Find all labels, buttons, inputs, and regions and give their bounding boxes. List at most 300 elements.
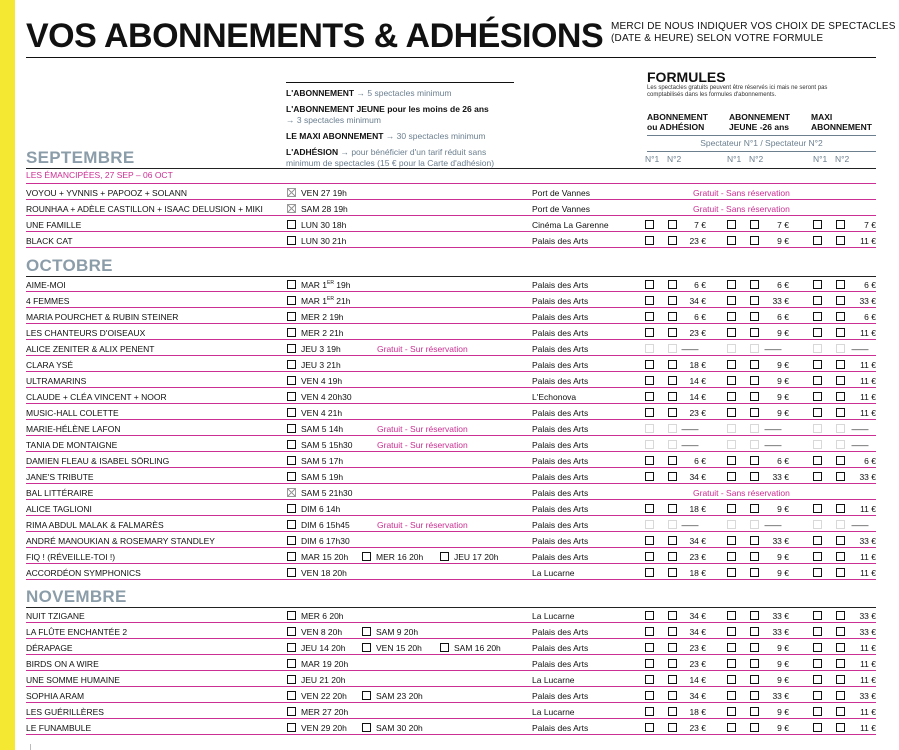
spectator-1-checkbox[interactable] xyxy=(727,220,736,229)
page-title: VOS ABONNEMENTS & ADHÉSIONS xyxy=(26,17,604,55)
legend-item xyxy=(286,104,514,126)
intro-text xyxy=(611,21,896,45)
venue-name: Palais des Arts xyxy=(532,536,589,546)
spectator-1-checkbox[interactable] xyxy=(813,552,822,561)
spectator-1-checkbox[interactable] xyxy=(813,220,822,229)
date-checkbox[interactable] xyxy=(440,643,449,652)
venue-name: Palais des Arts xyxy=(532,488,589,498)
date-checkbox[interactable] xyxy=(440,552,449,561)
spectator-1-checkbox[interactable] xyxy=(645,568,654,577)
date-label xyxy=(301,360,341,370)
date-label xyxy=(301,440,353,450)
show-title: FIQ ! (RÉVEILLE-TOI !) xyxy=(26,552,116,562)
no-price-dash: —— xyxy=(764,424,782,434)
venue-name: Palais des Arts xyxy=(532,376,589,386)
table-row xyxy=(26,292,876,308)
date-day: DIM 6 14h xyxy=(301,504,341,514)
date-checkbox[interactable] xyxy=(287,296,296,305)
date-label xyxy=(376,627,418,637)
price-value: 9 € xyxy=(777,675,789,685)
table-row xyxy=(26,703,876,719)
price-value: 33 € xyxy=(772,472,789,482)
no-price-dash: —— xyxy=(764,344,782,354)
spectator-1-checkbox[interactable] xyxy=(645,723,654,732)
table-row xyxy=(26,372,876,388)
spectator-1-checkbox[interactable] xyxy=(645,707,654,716)
spectator-1-checkbox[interactable] xyxy=(727,328,736,337)
spectator-1-checkbox[interactable] xyxy=(727,280,736,289)
date-day: SAM 5 15h30 xyxy=(301,440,353,450)
date-day: JEU 17 20h xyxy=(454,552,499,562)
table-row xyxy=(26,452,876,468)
spectator-1-checkbox xyxy=(813,440,822,449)
spectator-1-checkbox[interactable] xyxy=(813,659,822,668)
price-value: 34 € xyxy=(689,296,706,306)
table-row xyxy=(26,687,876,703)
price-value: 9 € xyxy=(777,659,789,669)
spectator-1-checkbox[interactable] xyxy=(645,472,654,481)
date-checkbox[interactable] xyxy=(287,659,296,668)
spectator-2-checkbox xyxy=(750,344,759,353)
legend-key: LE MAXI ABONNEMENT xyxy=(286,131,384,141)
date-day: VEN 22 20h xyxy=(301,691,347,701)
date-day: MER 6 20h xyxy=(301,611,344,621)
price-value: 33 € xyxy=(859,611,876,621)
show-title: BLACK CAT xyxy=(26,236,73,246)
spectator-1-checkbox[interactable] xyxy=(727,536,736,545)
date-day: VEN 4 19h xyxy=(301,376,343,386)
price-value: 11 € xyxy=(860,376,876,386)
free-no-reservation-note: Gratuit - Sans réservation xyxy=(693,188,790,198)
table-row xyxy=(26,200,876,216)
spectator-1-checkbox[interactable] xyxy=(813,296,822,305)
table-row xyxy=(26,500,876,516)
date-checkbox[interactable] xyxy=(287,456,296,465)
date-checkbox[interactable] xyxy=(287,220,296,229)
spectator-1-checkbox[interactable] xyxy=(813,472,822,481)
date-day: DIM 6 15h45 xyxy=(301,520,350,530)
spectator-1-checkbox[interactable] xyxy=(645,312,654,321)
date-label xyxy=(301,552,348,562)
date-day: MER 2 19h xyxy=(301,312,344,322)
venue-name: Palais des Arts xyxy=(532,472,589,482)
spectator-2-checkbox xyxy=(668,424,677,433)
price-value: 23 € xyxy=(689,643,706,653)
spectator-1-checkbox[interactable] xyxy=(645,408,654,417)
legend-key: L'ABONNEMENT JEUNE pour les moins de 26 ans xyxy=(286,104,489,114)
spectator-1-checkbox[interactable] xyxy=(813,675,822,684)
table-row xyxy=(26,404,876,420)
spectator-1-checkbox[interactable] xyxy=(645,236,654,245)
intro-line: (DATE & HEURE) SELON VOTRE FORMULE xyxy=(611,33,824,44)
date-label xyxy=(301,312,344,322)
reservation-note: Gratuit - Sur réservation xyxy=(377,344,468,354)
date-day: JEU 3 21h xyxy=(301,360,341,370)
column-header-jeune: ABONNEMENT JEUNE -26 ans xyxy=(729,112,790,132)
date-checkbox[interactable] xyxy=(287,424,296,433)
price-value: 18 € xyxy=(689,504,706,514)
price-value: 9 € xyxy=(777,504,789,514)
no-price-dash: —— xyxy=(851,440,869,450)
table-row xyxy=(26,276,876,292)
date-label xyxy=(301,643,345,653)
spectator-1-checkbox[interactable] xyxy=(727,675,736,684)
table-row xyxy=(26,340,876,356)
legend-item xyxy=(286,88,514,99)
table-row xyxy=(26,232,876,248)
date-day: MAR 1 xyxy=(301,280,327,290)
price-value: 9 € xyxy=(777,568,789,578)
date-checkbox[interactable] xyxy=(362,643,371,652)
price-value: 11 € xyxy=(860,360,876,370)
spectator-1-checkbox[interactable] xyxy=(727,627,736,636)
date-checkbox[interactable] xyxy=(287,520,296,529)
price-value: 33 € xyxy=(772,691,789,701)
yellow-side-band xyxy=(0,0,15,750)
formula-legend xyxy=(286,82,514,174)
date-label xyxy=(301,627,342,637)
table-row xyxy=(26,564,876,580)
spectator-1-checkbox[interactable] xyxy=(813,723,822,732)
date-day: LUN 30 18h xyxy=(301,220,347,230)
date-checkbox[interactable] xyxy=(287,643,296,652)
show-title: TANIA DE MONTAIGNE xyxy=(26,440,118,450)
date-day: LUN 30 21h xyxy=(301,236,347,246)
show-title: SOPHIA ARAM xyxy=(26,691,85,701)
date-checkbox[interactable] xyxy=(287,536,296,545)
date-checkbox[interactable] xyxy=(287,360,296,369)
spectator-1-checkbox[interactable] xyxy=(645,643,654,652)
venue-name: Port de Vannes xyxy=(532,204,590,214)
spectator-1-checkbox[interactable] xyxy=(645,376,654,385)
legend-value: → pour bénéficier d'un tarif réduit sans minimum de spectacles (15 € pour la Carte d'adhésion) xyxy=(286,147,495,168)
date-label xyxy=(301,675,345,685)
spectator-1-checkbox[interactable] xyxy=(645,392,654,401)
venue-name: Palais des Arts xyxy=(532,328,589,338)
show-title: AIME-MOI xyxy=(26,280,66,290)
spectator-1-checkbox[interactable] xyxy=(813,691,822,700)
table-row xyxy=(26,436,876,452)
table-row xyxy=(26,388,876,404)
date-day: JEU 14 20h xyxy=(301,643,346,653)
spectator-1-checkbox[interactable] xyxy=(727,456,736,465)
spectator-2-checkbox xyxy=(750,520,759,529)
date-checkbox[interactable] xyxy=(287,552,296,561)
table-row xyxy=(26,324,876,340)
date-label xyxy=(301,504,340,514)
venue-name: Palais des Arts xyxy=(532,504,589,514)
date-day: VEN 8 20h xyxy=(301,627,343,637)
spectator-1-checkbox[interactable] xyxy=(813,643,822,652)
date-checkbox[interactable] xyxy=(362,691,371,700)
crossed-checkbox xyxy=(287,488,296,497)
date-day: VEN 29 20h xyxy=(301,723,347,733)
price-value: 6 € xyxy=(777,312,789,322)
spectator-1-checkbox[interactable] xyxy=(645,328,654,337)
table-row xyxy=(26,516,876,532)
spectator-1-checkbox[interactable] xyxy=(813,611,822,620)
price-value: 9 € xyxy=(777,236,789,246)
no-price-dash: —— xyxy=(764,520,782,530)
date-checkbox[interactable] xyxy=(287,344,296,353)
spectator-1-checkbox xyxy=(645,520,654,529)
show-title: BAL LITTÉRAIRE xyxy=(26,488,94,498)
price-value: 23 € xyxy=(689,328,706,338)
date-checkbox[interactable] xyxy=(287,691,296,700)
date-checkbox[interactable] xyxy=(287,627,296,636)
spectator-1-checkbox[interactable] xyxy=(813,236,822,245)
no-price-dash: —— xyxy=(851,344,869,354)
spectator-2-label: N°2 xyxy=(749,154,764,164)
price-value: 11 € xyxy=(860,675,876,685)
date-label xyxy=(376,723,423,733)
date-label xyxy=(301,520,350,530)
venue-name: La Lucarne xyxy=(532,707,575,717)
spectator-1-checkbox[interactable] xyxy=(813,328,822,337)
date-checkbox[interactable] xyxy=(287,376,296,385)
price-value: 11 € xyxy=(860,392,876,402)
spectator-1-checkbox[interactable] xyxy=(727,236,736,245)
spectator-1-checkbox[interactable] xyxy=(645,675,654,684)
date-label xyxy=(301,408,342,418)
date-checkbox[interactable] xyxy=(287,440,296,449)
spectator-1-checkbox[interactable] xyxy=(813,280,822,289)
spectator-1-checkbox[interactable] xyxy=(727,392,736,401)
price-value: 33 € xyxy=(859,296,876,306)
spectator-1-checkbox[interactable] xyxy=(813,456,822,465)
spectator-1-checkbox[interactable] xyxy=(727,643,736,652)
spectator-1-checkbox[interactable] xyxy=(727,408,736,417)
legend-key: L'ABONNEMENT xyxy=(286,88,355,98)
spectator-1-checkbox[interactable] xyxy=(645,220,654,229)
spectator-1-label: N°1 xyxy=(645,154,660,164)
date-label xyxy=(301,488,353,498)
spectator-1-checkbox[interactable] xyxy=(727,568,736,577)
show-title: DÉRAPAGE xyxy=(26,643,73,653)
price-value: 11 € xyxy=(860,643,876,653)
venue-name: La Lucarne xyxy=(532,568,575,578)
date-checkbox[interactable] xyxy=(362,552,371,561)
spectator-1-checkbox[interactable] xyxy=(645,611,654,620)
spectator-1-checkbox[interactable] xyxy=(813,568,822,577)
column-header-abonnement: ABONNEMENT ou ADHÉSION xyxy=(647,112,708,132)
spectator-1-checkbox[interactable] xyxy=(813,536,822,545)
date-checkbox[interactable] xyxy=(287,280,296,289)
date-checkbox[interactable] xyxy=(287,723,296,732)
spectator-1-checkbox[interactable] xyxy=(813,392,822,401)
price-value: 6 € xyxy=(864,456,876,466)
formules-title: FORMULES xyxy=(647,69,726,85)
spectator-1-checkbox[interactable] xyxy=(727,707,736,716)
price-value: 18 € xyxy=(689,707,706,717)
formules-note: Les spectacles gratuits peuvent être réservés ici mais ne seront pas comptabilisés dans les formules d'abonnements. xyxy=(647,85,828,98)
spectator-1-checkbox[interactable] xyxy=(645,296,654,305)
table-row xyxy=(26,308,876,324)
price-value: 18 € xyxy=(689,568,706,578)
no-price-dash: —— xyxy=(681,344,699,354)
price-value: 11 € xyxy=(860,504,876,514)
price-value: 6 € xyxy=(694,280,706,290)
price-value: 11 € xyxy=(860,568,876,578)
spectator-2-checkbox xyxy=(750,424,759,433)
price-value: 9 € xyxy=(777,328,789,338)
price-value: 23 € xyxy=(689,723,706,733)
price-value: 6 € xyxy=(864,312,876,322)
formules-header xyxy=(645,69,876,164)
price-value: 11 € xyxy=(860,723,876,733)
date-checkbox[interactable] xyxy=(287,312,296,321)
spectator-1-checkbox[interactable] xyxy=(645,691,654,700)
spectator-1-checkbox[interactable] xyxy=(813,408,822,417)
date-day: SAM 5 14h xyxy=(301,424,344,434)
intro-line: MERCI DE NOUS INDIQUER VOS CHOIX DE SPECTACLES xyxy=(611,21,896,32)
show-title: UNE FAMILLE xyxy=(26,220,82,230)
spectator-1-checkbox[interactable] xyxy=(645,360,654,369)
spectator-1-label: N°1 xyxy=(813,154,828,164)
price-value: 23 € xyxy=(689,659,706,669)
show-title: MARIA POURCHET & RUBIN STEINER xyxy=(26,312,179,322)
reservation-note: Gratuit - Sur réservation xyxy=(377,520,468,530)
venue-name: La Lucarne xyxy=(532,611,575,621)
spectator-1-checkbox[interactable] xyxy=(645,456,654,465)
date-label xyxy=(454,643,501,653)
price-value: 33 € xyxy=(859,691,876,701)
spectator-1-checkbox[interactable] xyxy=(727,360,736,369)
spectator-1-checkbox[interactable] xyxy=(645,536,654,545)
show-title: ULTRAMARINS xyxy=(26,376,87,386)
show-title: ROUNHAA + ADÈLE CASTILLON + ISAAC DELUSION + MIKI xyxy=(26,204,263,214)
price-value: 6 € xyxy=(777,280,789,290)
spectator-1-checkbox[interactable] xyxy=(727,552,736,561)
spectator-1-checkbox[interactable] xyxy=(813,627,822,636)
no-price-dash: —— xyxy=(681,440,699,450)
crossed-checkbox xyxy=(287,204,296,213)
date-checkbox[interactable] xyxy=(287,472,296,481)
spectator-1-checkbox[interactable] xyxy=(727,296,736,305)
column-header-maxi: MAXI ABONNEMENT xyxy=(811,112,872,132)
table-row xyxy=(26,639,876,655)
price-value: 6 € xyxy=(864,280,876,290)
festival-subheading: LES ÉMANCIPÉES, 27 SEP – 06 OCT xyxy=(26,168,876,184)
price-value: 18 € xyxy=(689,360,706,370)
price-value: 33 € xyxy=(772,536,789,546)
no-price-dash: —— xyxy=(851,520,869,530)
spectator-2-checkbox xyxy=(750,440,759,449)
spectator-1-checkbox[interactable] xyxy=(645,280,654,289)
spectator-1-checkbox[interactable] xyxy=(727,691,736,700)
date-checkbox[interactable] xyxy=(287,568,296,577)
venue-name: Palais des Arts xyxy=(532,312,589,322)
date-checkbox[interactable] xyxy=(287,611,296,620)
spectator-1-label: N°1 xyxy=(727,154,742,164)
date-checkbox[interactable] xyxy=(287,408,296,417)
date-checkbox[interactable] xyxy=(287,328,296,337)
price-value: 33 € xyxy=(772,627,789,637)
venue-name: Palais des Arts xyxy=(532,520,589,530)
table-row xyxy=(26,607,876,623)
date-checkbox[interactable] xyxy=(287,236,296,245)
date-label xyxy=(301,424,343,434)
spectator-1-checkbox[interactable] xyxy=(727,659,736,668)
date-label xyxy=(301,536,350,546)
spectator-1-checkbox[interactable] xyxy=(727,376,736,385)
date-checkbox[interactable] xyxy=(362,627,371,636)
price-value: 34 € xyxy=(689,691,706,701)
date-day: VEN 15 20h xyxy=(376,643,422,653)
show-title: MARIE-HÉLÈNE LAFON xyxy=(26,424,121,434)
date-day: SAM 9 20h xyxy=(376,627,419,637)
spectator-2-label: N°2 xyxy=(835,154,850,164)
price-value: 7 € xyxy=(777,220,789,230)
crossed-checkbox xyxy=(287,188,296,197)
date-label xyxy=(301,220,346,230)
spectator-1-checkbox[interactable] xyxy=(727,723,736,732)
date-checkbox[interactable] xyxy=(287,392,296,401)
date-checkbox[interactable] xyxy=(362,723,371,732)
spectator-1-checkbox[interactable] xyxy=(645,659,654,668)
price-value: 9 € xyxy=(777,552,789,562)
date-time: 21h xyxy=(333,296,351,306)
show-title: LA FLÛTE ENCHANTÉE 2 xyxy=(26,627,128,637)
date-label xyxy=(301,376,342,386)
date-day: SAM 16 20h xyxy=(454,643,501,653)
price-value: 6 € xyxy=(694,312,706,322)
formules-divider xyxy=(647,135,876,136)
date-day: MAR 1 xyxy=(301,296,327,306)
date-day: SAM 5 17h xyxy=(301,456,344,466)
spectator-2-checkbox xyxy=(836,344,845,353)
price-value: 34 € xyxy=(689,536,706,546)
spectator-1-checkbox[interactable] xyxy=(727,472,736,481)
date-day: SAM 30 20h xyxy=(376,723,423,733)
spectator-1-checkbox[interactable] xyxy=(813,312,822,321)
date-checkbox[interactable] xyxy=(287,707,296,716)
legend-value: → 30 spectacles minimum xyxy=(385,131,486,141)
date-checkbox[interactable] xyxy=(287,675,296,684)
legend-divider xyxy=(286,82,514,83)
show-title: CLARA YSÉ xyxy=(26,360,74,370)
spectator-1-checkbox[interactable] xyxy=(813,360,822,369)
spectator-1-checkbox[interactable] xyxy=(727,504,736,513)
spectator-1-checkbox[interactable] xyxy=(727,312,736,321)
date-label xyxy=(301,568,347,578)
spectator-1-checkbox[interactable] xyxy=(727,611,736,620)
price-value: 23 € xyxy=(689,408,706,418)
spectator-1-checkbox[interactable] xyxy=(813,707,822,716)
date-day: MER 16 20h xyxy=(376,552,424,562)
spectator-1-checkbox[interactable] xyxy=(813,376,822,385)
table-row xyxy=(26,532,876,548)
spectator-1-checkbox[interactable] xyxy=(645,627,654,636)
spectator-1-checkbox[interactable] xyxy=(813,504,822,513)
show-title: NUIT TZIGANE xyxy=(26,611,85,621)
venue-name: Palais des Arts xyxy=(532,659,589,669)
date-day: MAR 15 20h xyxy=(301,552,349,562)
show-title: ANDRÉ MANOUKIAN & ROSEMARY STANDLEY xyxy=(26,536,215,546)
spectator-1-checkbox[interactable] xyxy=(645,504,654,513)
date-day: MER 27 20h xyxy=(301,707,349,717)
date-checkbox[interactable] xyxy=(287,504,296,513)
spectator-1-checkbox xyxy=(645,344,654,353)
price-value: 33 € xyxy=(772,296,789,306)
date-day: VEN 4 20h30 xyxy=(301,392,352,402)
price-value: 9 € xyxy=(777,643,789,653)
date-day: JEU 3 19h xyxy=(301,344,341,354)
date-ordinal: ER xyxy=(326,296,334,303)
venue-name: Palais des Arts xyxy=(532,440,589,450)
spectator-1-checkbox[interactable] xyxy=(645,552,654,561)
venue-name: Palais des Arts xyxy=(532,552,589,562)
